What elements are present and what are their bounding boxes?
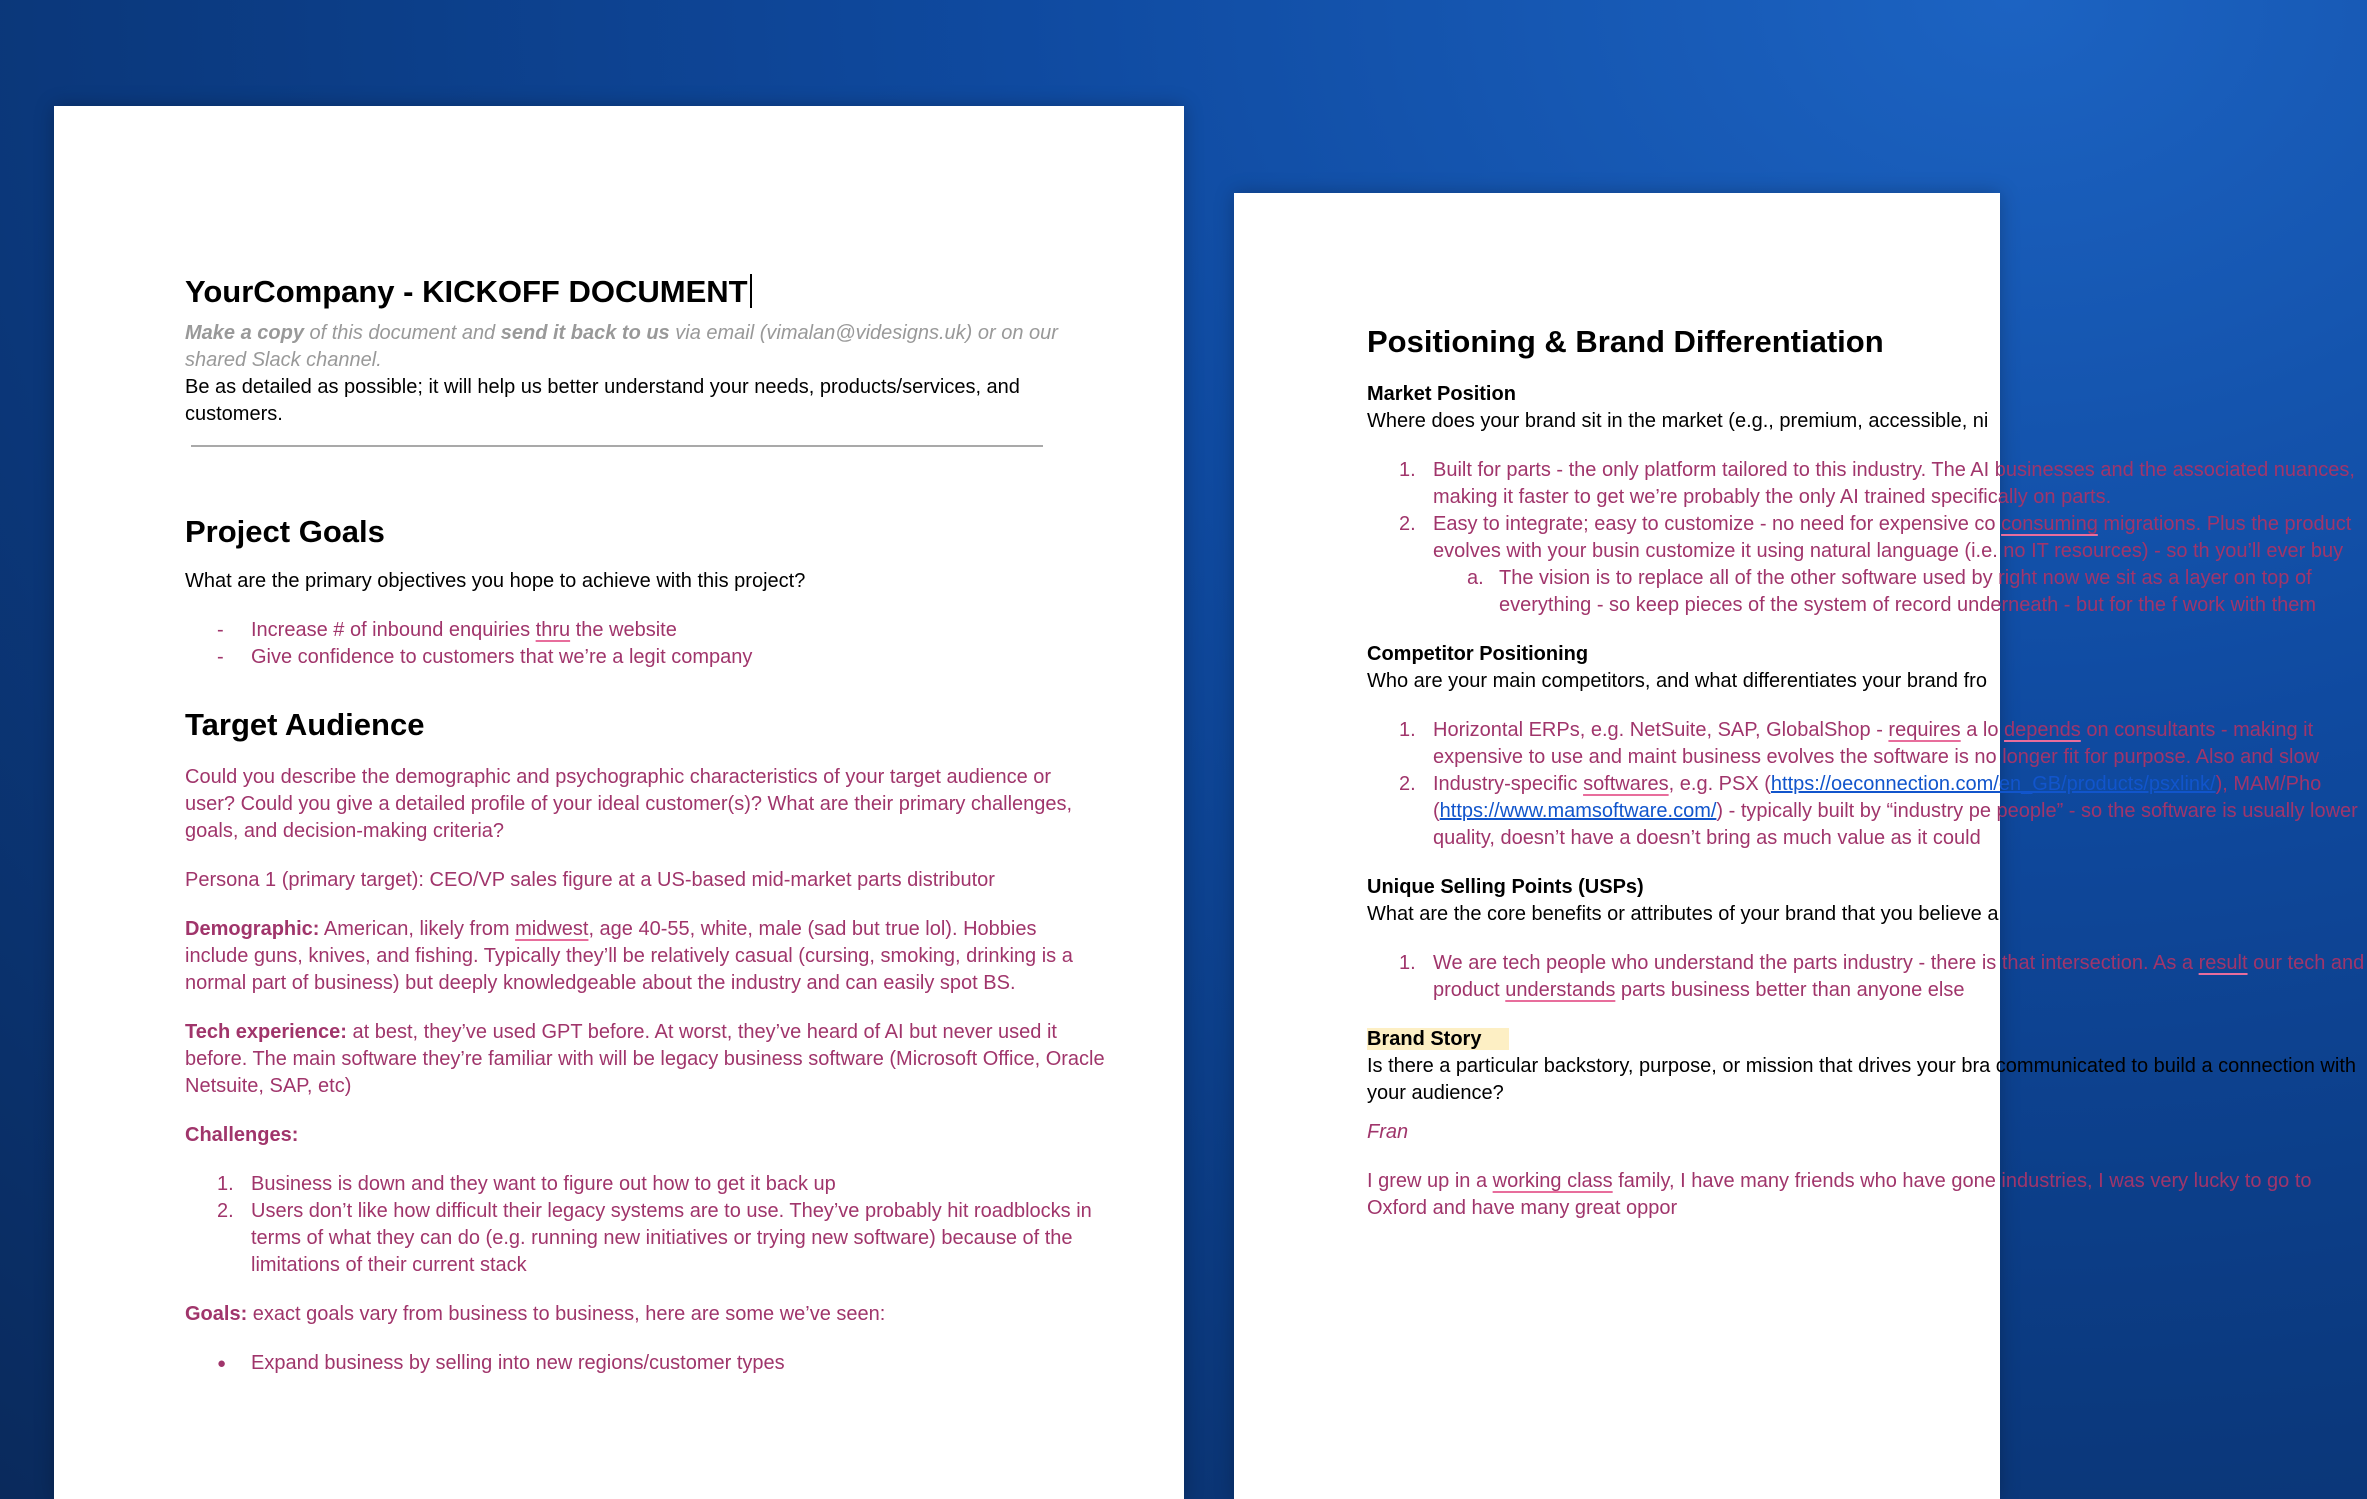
paragraph-text: , age 40-55, white, male (sad but true lol). Hobbies include guns, knives, and fishing. Typically they’ll be relatively casual (cursing, smoking, drinking is a normal part of business) but deeply knowledgeable about the industry and can easily spot BS. bbox=[185, 918, 1073, 994]
list-item-text: , e.g. PSX ( bbox=[1668, 773, 1771, 795]
demographic-paragraph bbox=[185, 916, 1105, 997]
list-item bbox=[185, 1198, 1105, 1279]
list-marker: a. bbox=[1467, 567, 1484, 589]
note-text: of this document and bbox=[303, 322, 501, 344]
list-item-text: migrations. Plus the product evolves with your busin customize it using natural language (i.e. no IT resources) - so th you’ll ever buy bbox=[1433, 513, 2352, 562]
list-item-text: Built for parts - the only platform tailored to this industry. The AI businesses and the associated nuances, making it faster to get we’re probably the only AI trained specifically on parts. bbox=[1433, 459, 2355, 508]
heading-usp: Unique Selling Points (USPs) bbox=[1367, 876, 1644, 898]
list-marker: - bbox=[217, 646, 224, 668]
list-item-text: The vision is to replace all of the other software used by right now we sit as a layer on top of everything - so keep pieces of the system of record underneath - but for the f work with them bbox=[1499, 567, 2317, 616]
heading-competitor-positioning: Competitor Positioning bbox=[1367, 643, 1589, 665]
spellcheck-word[interactable]: result bbox=[2198, 952, 2248, 974]
link-mamsoftware[interactable]: https://www.mamsoftware.com/ bbox=[1439, 800, 1717, 822]
goals-question: What are the primary objectives you hope to achieve with this project? bbox=[185, 570, 806, 592]
audience-question: Could you describe the demographic and psychographic characteristics of your target audience or user? Could you give a detailed profile of your ideal customer(s)? What are their primary challenges, goals, and decision-making criteria? bbox=[185, 766, 1073, 842]
list-item-text: Give confidence to customers that we’re a legit company bbox=[251, 646, 753, 668]
demographic-label: Demographic: bbox=[185, 918, 320, 940]
list-item-text: our tech and product bbox=[1433, 952, 2365, 1001]
list-item bbox=[185, 644, 1105, 671]
list-item bbox=[1367, 771, 2367, 852]
list-item bbox=[185, 1350, 1105, 1377]
note-send-back: send it back to us bbox=[500, 322, 670, 344]
list-item-text: Industry-specific bbox=[1433, 773, 1584, 795]
spellcheck-word[interactable]: depends bbox=[2004, 719, 2081, 741]
list-item bbox=[1367, 511, 2367, 565]
list-item-text: on consultants - making it expensive to use and maint business evolves the software is no longer fit for purpose. Also and slow bbox=[1433, 719, 2320, 768]
list-item-text: Expand business by selling into new regions/customer types bbox=[251, 1352, 785, 1374]
horizontal-rule bbox=[191, 445, 1043, 447]
list-item bbox=[185, 1171, 1105, 1198]
spellcheck-word[interactable]: working class bbox=[1492, 1170, 1613, 1192]
instruction-note bbox=[185, 320, 1105, 374]
document-title[interactable] bbox=[185, 272, 1105, 312]
spellcheck-word[interactable]: midwest bbox=[515, 918, 589, 940]
challenges-heading bbox=[185, 1122, 1105, 1149]
tech-paragraph bbox=[185, 1019, 1105, 1100]
link-oeconnection[interactable]: https://oeconnection.com/en_GB/products/psxlink/ bbox=[1770, 773, 2216, 795]
challenges-label: Challenges: bbox=[185, 1124, 299, 1146]
spellcheck-word[interactable]: consuming bbox=[2001, 513, 2098, 535]
paragraph-text: family, I have many friends who have gone industries, I was very lucky to go to Oxford and have many great oppor bbox=[1367, 1170, 2312, 1219]
goals-label: Goals: bbox=[185, 1303, 248, 1325]
heading-positioning: Positioning & Brand Differentiation bbox=[1367, 324, 1884, 359]
list-item bbox=[1367, 457, 2367, 511]
list-item bbox=[1367, 565, 2367, 619]
list-marker: 2. bbox=[1399, 773, 1416, 795]
spellcheck-word[interactable]: thru bbox=[535, 619, 571, 641]
list-item bbox=[1367, 950, 2367, 1004]
list-item-text: ) - typically built by “industry pe people” - so the software is usually lower quality, doesn’t have a doesn’t bring as much value as it could bbox=[1433, 800, 2358, 849]
goals-list bbox=[185, 617, 1105, 671]
list-item bbox=[185, 617, 1105, 644]
list-item-text: ), MAM/Pho ( bbox=[1433, 773, 2322, 822]
heading-project-goals: Project Goals bbox=[185, 514, 385, 549]
list-item-text: Easy to integrate; easy to customize - no need for expensive co bbox=[1433, 513, 2002, 535]
paragraph-text: I grew up in a bbox=[1367, 1170, 1493, 1192]
list-marker: 1. bbox=[1399, 952, 1416, 974]
list-item-text: Users don’t like how difficult their legacy systems are to use. They’ve probably hit roadblocks in terms of what they can do (e.g. running new initiatives or trying new software) because of the limitations of their current stack bbox=[251, 1200, 1092, 1276]
list-marker: 2. bbox=[217, 1200, 234, 1222]
document-title-text: YourCompany - KICKOFF DOCUMENT bbox=[185, 274, 748, 309]
list-item-text: Business is down and they want to figure out how to get it back up bbox=[251, 1173, 836, 1195]
list-marker: 1. bbox=[217, 1173, 234, 1195]
competitor-list bbox=[1367, 717, 2367, 852]
goals-items-list bbox=[185, 1350, 1105, 1377]
list-marker: 2. bbox=[1399, 513, 1416, 535]
list-marker: 1. bbox=[1399, 719, 1416, 741]
document-page-positioning bbox=[1234, 193, 2365, 1499]
document-body bbox=[185, 272, 1105, 1377]
note-make-copy: Make a copy bbox=[185, 322, 304, 344]
spellcheck-word[interactable]: softwares bbox=[1583, 773, 1669, 795]
market-list bbox=[1367, 457, 2367, 565]
text-cursor bbox=[750, 274, 752, 308]
challenges-list bbox=[185, 1171, 1105, 1279]
story-question: Is there a particular backstory, purpose, or mission that drives your bra communicated to build a connection with your audience? bbox=[1367, 1055, 2356, 1104]
usp-list bbox=[1367, 950, 2367, 1004]
heading-brand-story: Brand Story bbox=[1367, 1028, 1509, 1050]
list-item-text: parts business better than anyone else bbox=[1615, 979, 1965, 1001]
spellcheck-word[interactable]: requires bbox=[1888, 719, 1961, 741]
heading-target-audience: Target Audience bbox=[185, 707, 425, 742]
spellcheck-word[interactable]: understands bbox=[1505, 979, 1616, 1001]
market-question: Where does your brand sit in the market (e.g., premium, accessible, ni bbox=[1367, 410, 1989, 432]
note-text: via email (vimalan@videsigns.uk) or on our shared Slack channel. bbox=[185, 322, 1058, 371]
document-page-kickoff bbox=[54, 106, 1184, 1499]
paragraph-text: at best, they’ve used GPT before. At worst, they’ve heard of AI but never used it before. The main software they’re familiar with will be legacy business software (Microsoft Office, Oracle Netsuite, SAP, etc) bbox=[185, 1021, 1105, 1097]
list-item-text: We are tech people who understand the parts industry - there is that intersection. As a bbox=[1433, 952, 2199, 974]
list-marker: - bbox=[217, 619, 224, 641]
paragraph-text: exact goals vary from business to business, here are some we’ve seen: bbox=[247, 1303, 886, 1325]
paragraph-text: American, likely from bbox=[319, 918, 516, 940]
persona-line: Persona 1 (primary target): CEO/VP sales figure at a US-based mid-market parts distributor bbox=[185, 869, 995, 891]
list-item-text: a lo bbox=[1960, 719, 2005, 741]
usp-question: What are the core benefits or attributes of your brand that you believe a bbox=[1367, 903, 1999, 925]
heading-market-position: Market Position bbox=[1367, 383, 1516, 405]
document-body bbox=[1367, 323, 2367, 1222]
author-signature: Fran bbox=[1367, 1121, 1409, 1143]
goals-paragraph bbox=[185, 1301, 1105, 1328]
list-item-text: Increase # of inbound enquiries bbox=[251, 619, 536, 641]
bullet-marker: ● bbox=[217, 1355, 227, 1372]
list-item-text: the website bbox=[570, 619, 677, 641]
intro-paragraph: Be as detailed as possible; it will help us better understand your needs, products/services, and customers. bbox=[185, 376, 1020, 425]
tech-label: Tech experience: bbox=[185, 1021, 347, 1043]
competitor-question: Who are your main competitors, and what differentiates your brand fro bbox=[1367, 670, 1987, 692]
market-sublist bbox=[1367, 565, 2367, 619]
story-paragraph bbox=[1367, 1168, 2367, 1222]
list-item bbox=[1367, 717, 2367, 771]
list-item-text: Horizontal ERPs, e.g. NetSuite, SAP, GlobalShop - bbox=[1433, 719, 1889, 741]
list-marker: 1. bbox=[1399, 459, 1416, 481]
